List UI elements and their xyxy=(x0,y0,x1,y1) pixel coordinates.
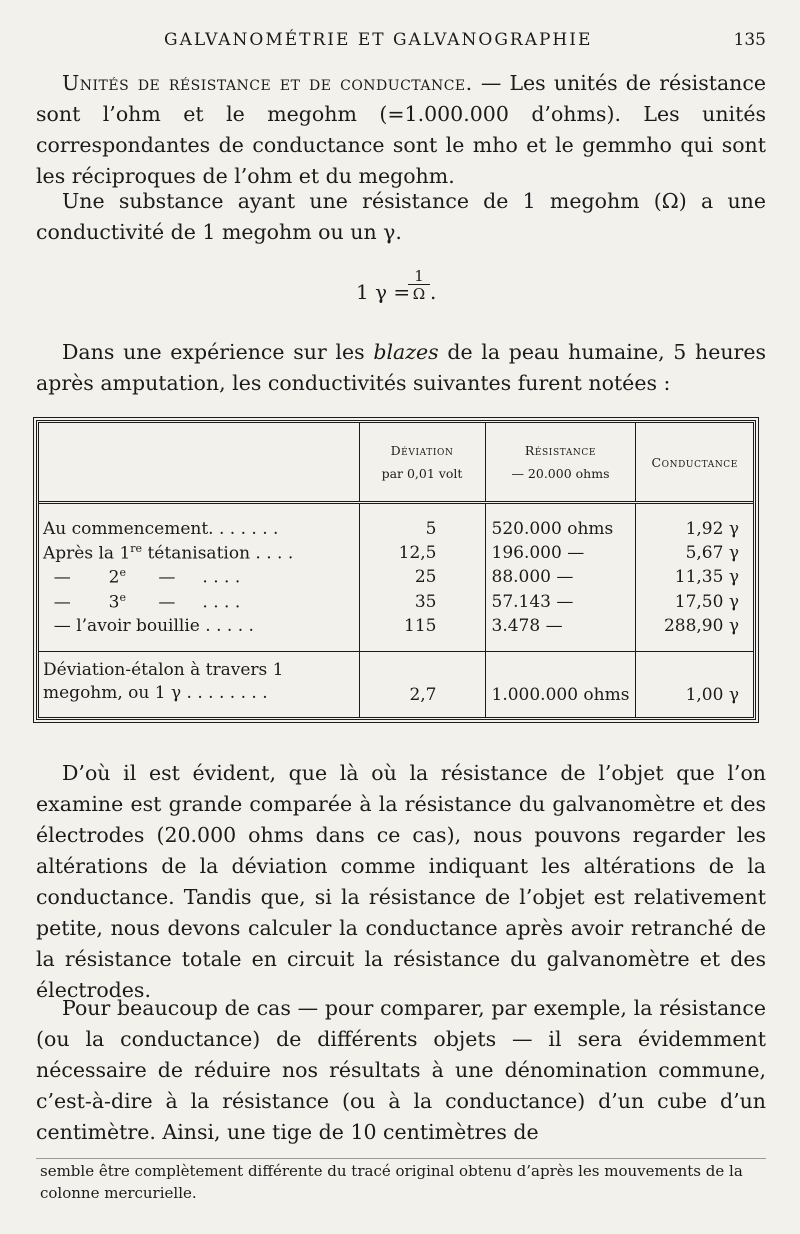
formula-fraction xyxy=(408,268,430,303)
header-resistance-sub: — 20.000 ohms xyxy=(511,466,610,481)
row-deviation: 12,5 xyxy=(359,541,485,565)
row-label: — l’avoir bouillie . . . . . xyxy=(43,615,254,636)
row-conductance: 11,35 γ xyxy=(636,565,753,589)
footnote: semble être complètement différente du tracé original obtenu d’après les mouvements de la colonne mercurielle. xyxy=(40,1162,743,1202)
row-label: Après la 1re tétanisation . . . . xyxy=(43,542,294,564)
header-deviation-title: Déviation xyxy=(390,443,454,458)
page-number: 135 xyxy=(733,30,766,50)
table-row xyxy=(39,541,753,565)
table-row-etalon xyxy=(39,651,753,708)
paragraph-conclusion: D’où il est évident, que là où la résistance de l’objet que l’on examine est grande comparée à la résistance du galvanomètre et des électrodes (20.000 ohms dans ce cas), nous pouvons regarder les altérations de la déviation comme indiquant les altérations de la conductance. Tandis que, si la résistance de l’objet est relativement petite, nous devons calculer la conductance après avoir retranché de la résistance totale en circuit la résistance du galvanomètre et des électrodes. xyxy=(36,761,766,1002)
row-resistance: 520.000 ohms xyxy=(485,517,636,541)
row-resistance: 57.143 — xyxy=(485,589,636,613)
header-conductance-title: Conductance xyxy=(651,454,738,470)
row-label: Au commencement. . . . . . . xyxy=(43,518,279,539)
experiment-emphasis: blazes xyxy=(373,340,439,364)
header-resistance-title: Résistance xyxy=(524,443,597,458)
row-conductance: 1,00 γ xyxy=(636,651,753,708)
row-label: — 2e — . . . . xyxy=(43,566,241,589)
section-heading: Unités de résistance et de conductance. xyxy=(62,71,473,95)
row-conductance: 1,92 γ xyxy=(636,517,753,541)
row-deviation: 35 xyxy=(359,589,485,613)
footnote-divider xyxy=(36,1158,766,1159)
row-deviation: 5 xyxy=(359,517,485,541)
formula-numerator: 1 xyxy=(408,268,430,285)
results-table-frame xyxy=(36,420,756,720)
row-conductance: 5,67 γ xyxy=(636,541,753,565)
row-resistance: 196.000 — xyxy=(485,541,636,565)
formula-lhs: 1 γ = xyxy=(356,280,411,304)
header-label-cell xyxy=(39,423,359,503)
row-resistance: 88.000 — xyxy=(485,565,636,589)
paragraph-units xyxy=(36,68,766,192)
header-deviation-sub: par 0,01 volt xyxy=(381,466,463,481)
row-resistance: 3.478 — xyxy=(485,614,636,638)
table-row xyxy=(39,517,753,541)
table-spacer xyxy=(39,503,753,517)
row-label: — 3e — . . . . xyxy=(43,590,241,613)
table-header-row xyxy=(39,423,753,503)
results-table xyxy=(39,423,753,717)
row-deviation: 115 xyxy=(359,614,485,638)
table-row xyxy=(39,589,753,613)
paragraph-comparison: Pour beaucoup de cas — pour comparer, par exemple, la résistance (ou la conductance) de différents objets — il sera évidemment nécessaire de réduire nos résultats à une dénomination commune, c’est-à-dire à la résistance (ou à la conductance) d’un cube d’un centimètre. Ainsi, une tige de 10 centimètres de xyxy=(36,996,766,1144)
header-conductance xyxy=(636,423,753,503)
row-resistance: 1.000.000 ohms xyxy=(485,651,636,708)
experiment-text-after: de la peau humaine, 5 heures après amputation, les conductivités suivantes furent notées : xyxy=(36,340,767,395)
table-spacer xyxy=(39,638,753,651)
paragraph-units-text: — Les unités de résistance sont l’ohm et le megohm (=1.000.000 d’ohms). Les unités correspondantes de conductance sont le mho et le gemmho qui sont les réciproques de l’ohm et du megohm. xyxy=(36,71,766,188)
row-label: Déviation-étalon à travers 1 megohm, ou 1 γ . . . . . . . . xyxy=(39,651,359,708)
experiment-text-before: Dans une expérience sur les xyxy=(62,340,374,364)
paragraph-experiment xyxy=(36,337,766,399)
header-deviation xyxy=(359,423,485,503)
table-row xyxy=(39,565,753,589)
table-row xyxy=(39,614,753,638)
row-deviation: 25 xyxy=(359,565,485,589)
table-spacer xyxy=(39,709,753,718)
formula-denominator: Ω xyxy=(412,285,426,303)
row-conductance: 17,50 γ xyxy=(636,589,753,613)
running-title: GALVANOMÉTRIE ET GALVANOGRAPHIE xyxy=(164,30,593,50)
running-head xyxy=(36,30,766,54)
paragraph-substance: Une substance ayant une résistance de 1 megohm (Ω) a une conductivité de 1 megohm ou un γ. xyxy=(36,189,766,244)
row-conductance: 288,90 γ xyxy=(636,614,753,638)
header-resistance xyxy=(485,423,636,503)
formula-end: . xyxy=(430,280,437,304)
row-deviation: 2,7 xyxy=(359,651,485,708)
